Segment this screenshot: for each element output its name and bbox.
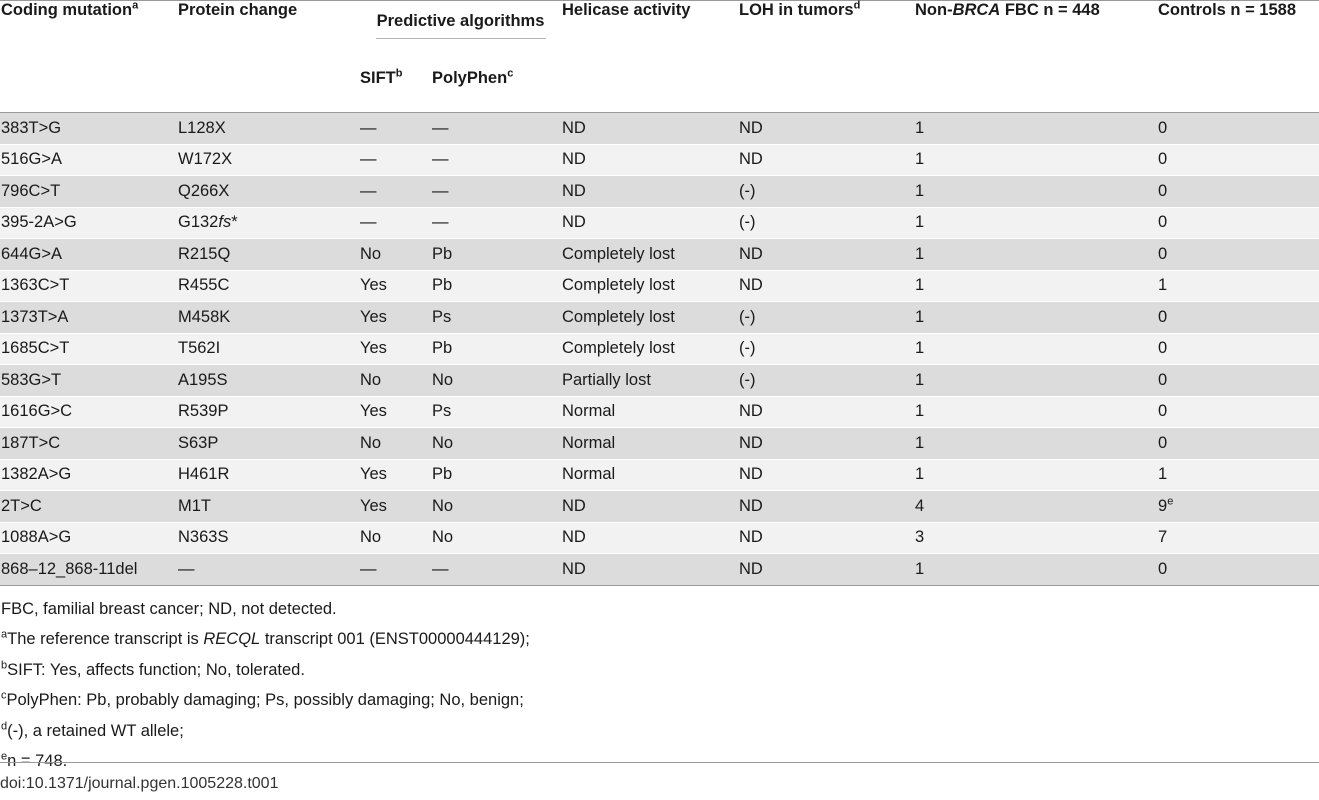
- table-row: [0, 270, 1319, 302]
- cell-controls: 0: [1157, 333, 1319, 365]
- cell-non-brca-fbc: 3: [914, 522, 1157, 554]
- cell-controls: 0: [1157, 428, 1319, 460]
- cell-non-brca-fbc: 4: [914, 491, 1157, 523]
- footnote-c: $^c$PolyPhen: Pb, probably damaging; Ps, possibly damaging; No, benign;: [1, 689, 524, 709]
- cell-sift: No: [359, 428, 431, 460]
- table-row: [0, 522, 1319, 554]
- cell-sift: No: [359, 365, 431, 397]
- cell-sift: Yes: [359, 491, 431, 523]
- cell-non-brca-fbc: 1: [914, 207, 1157, 239]
- cell-polyphen: —: [431, 176, 561, 208]
- table-row: [0, 144, 1319, 176]
- cell-polyphen: No: [431, 428, 561, 460]
- cell-loh: ND: [738, 239, 914, 271]
- cell-controls: 0: [1157, 239, 1319, 271]
- cell-polyphen: No: [431, 491, 561, 523]
- cell-sift: —: [359, 144, 431, 176]
- cell-controls: 0: [1157, 554, 1319, 586]
- cell-coding-mutation: 868–12_868-11del: [0, 554, 177, 586]
- cell-loh: ND: [738, 428, 914, 460]
- cell-helicase: Completely lost: [561, 333, 738, 365]
- cell-controls: 0: [1157, 302, 1319, 334]
- cell-polyphen: —: [431, 113, 561, 145]
- cell-coding-mutation: 187T>C: [0, 428, 177, 460]
- cell-polyphen: Pb: [431, 270, 561, 302]
- cell-loh: (-): [738, 333, 914, 365]
- table-row: [0, 239, 1319, 271]
- cell-controls: 0: [1157, 396, 1319, 428]
- header-non-brca-fbc: Non-BRCA FBC n = 448: [914, 1, 1157, 113]
- cell-non-brca-fbc: 1: [914, 302, 1157, 334]
- cell-sift: —: [359, 554, 431, 586]
- cell-sift: —: [359, 113, 431, 145]
- cell-controls: 1: [1157, 270, 1319, 302]
- header-polyphen: PolyPhen$^c$: [432, 67, 514, 87]
- header-loh: LOH in tumors$^d$: [738, 1, 914, 113]
- cell-controls: 0: [1157, 144, 1319, 176]
- cell-non-brca-fbc: 1: [914, 333, 1157, 365]
- cell-non-brca-fbc: 1: [914, 428, 1157, 460]
- cell-controls: 1: [1157, 459, 1319, 491]
- table-row: [0, 365, 1319, 397]
- cell-coding-mutation: 395-2A>G: [0, 207, 177, 239]
- cell-coding-mutation: 516G>A: [0, 144, 177, 176]
- cell-protein-change: L128X: [177, 113, 359, 145]
- cell-loh: ND: [738, 459, 914, 491]
- table-row: [0, 333, 1319, 365]
- cell-non-brca-fbc: 1: [914, 365, 1157, 397]
- header-coding-mutation: Coding mutation$^a$: [0, 1, 177, 113]
- cell-coding-mutation: 1373T>A: [0, 302, 177, 334]
- header-sift: SIFT$^b$: [360, 67, 403, 87]
- header-predictive-algorithms: Predictive algorithms: [359, 1, 561, 70]
- cell-helicase: Completely lost: [561, 302, 738, 334]
- table-row: [0, 428, 1319, 460]
- cell-sift: —: [359, 176, 431, 208]
- cell-sift: Yes: [359, 459, 431, 491]
- cell-loh: ND: [738, 522, 914, 554]
- cell-sift: Yes: [359, 396, 431, 428]
- cell-helicase: Partially lost: [561, 365, 738, 397]
- cell-helicase: Normal: [561, 428, 738, 460]
- cell-protein-change: Q266X: [177, 176, 359, 208]
- cell-controls: 7: [1157, 522, 1319, 554]
- cell-coding-mutation: 383T>G: [0, 113, 177, 145]
- cell-helicase: ND: [561, 554, 738, 586]
- cell-helicase: Normal: [561, 396, 738, 428]
- cell-sift: —: [359, 207, 431, 239]
- cell-sift: Yes: [359, 333, 431, 365]
- cell-controls: 0: [1157, 207, 1319, 239]
- cell-loh: (-): [738, 365, 914, 397]
- table-row: [0, 207, 1319, 239]
- cell-non-brca-fbc: 1: [914, 144, 1157, 176]
- cell-sift: No: [359, 522, 431, 554]
- cell-protein-change: M1T: [177, 491, 359, 523]
- cell-protein-change: S63P: [177, 428, 359, 460]
- cell-loh: ND: [738, 491, 914, 523]
- cell-protein-change: —: [177, 554, 359, 586]
- header-helicase-activity: Helicase activity: [561, 1, 738, 113]
- cell-coding-mutation: 1088A>G: [0, 522, 177, 554]
- cell-sift: Yes: [359, 270, 431, 302]
- cell-helicase: ND: [561, 176, 738, 208]
- cell-loh: (-): [738, 207, 914, 239]
- header-row: [0, 1, 1319, 70]
- cell-controls: 0: [1157, 365, 1319, 397]
- cell-coding-mutation: 1616G>C: [0, 396, 177, 428]
- footnote-a: $^a$The reference transcript is RECQL transcript 001 (ENST00000444129);: [1, 628, 530, 648]
- table-row: [0, 302, 1319, 334]
- cell-controls: 0: [1157, 176, 1319, 208]
- header-protein-change: Protein change: [177, 1, 359, 113]
- cell-helicase: ND: [561, 522, 738, 554]
- cell-polyphen: Pb: [431, 459, 561, 491]
- cell-non-brca-fbc: 1: [914, 459, 1157, 491]
- cell-coding-mutation: 1685C>T: [0, 333, 177, 365]
- cell-non-brca-fbc: 1: [914, 396, 1157, 428]
- cell-coding-mutation: 796C>T: [0, 176, 177, 208]
- cell-protein-change: A195S: [177, 365, 359, 397]
- doi-link[interactable]: doi:10.1371/journal.pgen.1005228.t001: [0, 762, 1319, 793]
- cell-protein-change: G132fs*: [177, 207, 359, 239]
- cell-coding-mutation: 2T>C: [0, 491, 177, 523]
- table-row: [0, 554, 1319, 586]
- table-row: [0, 176, 1319, 208]
- cell-protein-change: R455C: [177, 270, 359, 302]
- cell-polyphen: No: [431, 365, 561, 397]
- cell-controls: 9e: [1157, 491, 1319, 523]
- cell-protein-change: R539P: [177, 396, 359, 428]
- cell-protein-change: N363S: [177, 522, 359, 554]
- cell-polyphen: Ps: [431, 396, 561, 428]
- header-controls: Controls n = 1588: [1157, 1, 1319, 113]
- cell-coding-mutation: 1382A>G: [0, 459, 177, 491]
- footnote-fbc: FBC, familial breast cancer; ND, not detected.: [1, 599, 337, 618]
- cell-coding-mutation: 1363C>T: [0, 270, 177, 302]
- table-row: [0, 396, 1319, 428]
- cell-polyphen: No: [431, 522, 561, 554]
- table-row: [0, 491, 1319, 523]
- cell-sift: No: [359, 239, 431, 271]
- cell-loh: ND: [738, 270, 914, 302]
- cell-protein-change: W172X: [177, 144, 359, 176]
- cell-non-brca-fbc: 1: [914, 176, 1157, 208]
- cell-controls: 0: [1157, 113, 1319, 145]
- footnote-d: $^d$(-), a retained WT allele;: [1, 720, 184, 740]
- cell-helicase: ND: [561, 113, 738, 145]
- cell-helicase: Normal: [561, 459, 738, 491]
- footnote-e: $^e$n = 748.: [1, 750, 68, 770]
- cell-non-brca-fbc: 1: [914, 554, 1157, 586]
- cell-helicase: Completely lost: [561, 270, 738, 302]
- table-row: [0, 113, 1319, 145]
- cell-loh: (-): [738, 302, 914, 334]
- cell-polyphen: Pb: [431, 239, 561, 271]
- cell-polyphen: —: [431, 144, 561, 176]
- cell-polyphen: —: [431, 207, 561, 239]
- cell-loh: (-): [738, 176, 914, 208]
- cell-loh: ND: [738, 396, 914, 428]
- cell-coding-mutation: 583G>T: [0, 365, 177, 397]
- cell-sift: Yes: [359, 302, 431, 334]
- table-body: [0, 113, 1319, 586]
- cell-polyphen: Ps: [431, 302, 561, 334]
- cell-non-brca-fbc: 1: [914, 239, 1157, 271]
- footnotes: [0, 586, 1319, 777]
- cell-helicase: ND: [561, 491, 738, 523]
- cell-protein-change: R215Q: [177, 239, 359, 271]
- cell-polyphen: Pb: [431, 333, 561, 365]
- cell-loh: ND: [738, 554, 914, 586]
- cell-loh: ND: [738, 144, 914, 176]
- cell-helicase: ND: [561, 207, 738, 239]
- cell-protein-change: T562I: [177, 333, 359, 365]
- cell-coding-mutation: 644G>A: [0, 239, 177, 271]
- table-row: [0, 459, 1319, 491]
- cell-polyphen: —: [431, 554, 561, 586]
- cell-helicase: ND: [561, 144, 738, 176]
- cell-protein-change: M458K: [177, 302, 359, 334]
- cell-protein-change: H461R: [177, 459, 359, 491]
- cell-non-brca-fbc: 1: [914, 113, 1157, 145]
- cell-helicase: Completely lost: [561, 239, 738, 271]
- cell-loh: ND: [738, 113, 914, 145]
- cell-non-brca-fbc: 1: [914, 270, 1157, 302]
- footnote-b: $^b$SIFT: Yes, affects function; No, tolerated.: [1, 659, 305, 679]
